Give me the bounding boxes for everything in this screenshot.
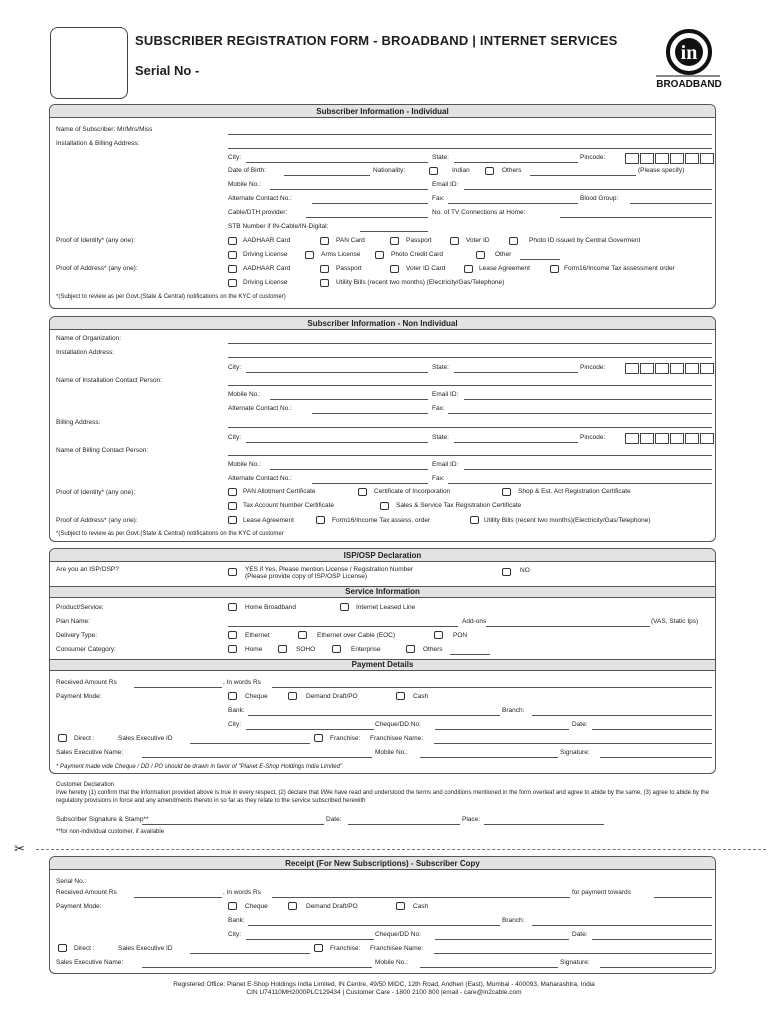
section-non-individual xyxy=(49,316,716,542)
field-fax[interactable] xyxy=(448,203,578,204)
field-billing-email[interactable] xyxy=(464,469,712,470)
form-title: SUBSCRIBER REGISTRATION FORM - BROADBAND | INTERNET SERVICES xyxy=(135,33,618,48)
option-poi: PAN Allotment Certificate xyxy=(243,488,316,495)
label-isp-no: NO xyxy=(520,567,530,574)
label-signature: Signature: xyxy=(560,959,590,966)
field-billing-mobile[interactable] xyxy=(270,469,428,470)
footer-address: Registered Office: Planet E-Shop Holdings India Limited, IN Centre, 49/50 MIDC, 12th Road, Andheri (East), Mumbai - 400093, Maharashtra, India xyxy=(173,981,595,988)
checkbox-poi[interactable] xyxy=(228,502,237,510)
label-isp-yes: YES if Yes, Please mention License / Registration Number xyxy=(245,566,414,573)
label-blood-group: Blood Group: xyxy=(580,195,619,202)
label-enterprise: Enterprise xyxy=(351,646,381,653)
pincode-digit[interactable] xyxy=(670,363,684,374)
pincode-digit[interactable] xyxy=(700,153,714,164)
field-receipt-date[interactable] xyxy=(592,939,712,940)
label-home-broadband: Home Broadband xyxy=(245,604,296,611)
kyc-note: *(Subject to review as per Govt.(State & Central) notifications on the KYC of customer) xyxy=(56,294,286,300)
label-city: City: xyxy=(228,931,241,938)
checkbox-leased-line[interactable] xyxy=(340,603,349,611)
photo-box[interactable] xyxy=(50,27,128,99)
field-tv-connections[interactable] xyxy=(560,217,712,218)
label-cheque-dd: Cheque/DD No: xyxy=(375,721,421,728)
label-branch: Branch: xyxy=(502,917,525,924)
pincode-digit[interactable] xyxy=(670,433,684,444)
checkbox-poi[interactable] xyxy=(228,237,237,245)
declaration-heading: Customer Declaration xyxy=(56,782,115,788)
checkbox-poi[interactable] xyxy=(228,251,237,259)
field-se-name[interactable] xyxy=(142,757,372,758)
label-date: Date: xyxy=(572,721,588,728)
label-payment-mode: Payment Mode: xyxy=(56,903,102,910)
field-email[interactable] xyxy=(464,189,712,190)
option-poa: Form16/Income Tax assess. order xyxy=(332,517,431,524)
label-demand-draft: Demand Draft/PO xyxy=(306,903,358,910)
label-pon: PON xyxy=(453,632,468,639)
checkbox-direct[interactable] xyxy=(58,944,67,952)
option-poi: Photo ID issued by Central Goverment xyxy=(529,237,641,244)
field-blood-group[interactable] xyxy=(630,203,712,204)
label-fax: Fax: xyxy=(432,475,445,482)
field-bank[interactable] xyxy=(248,715,500,716)
checkbox-poi[interactable] xyxy=(228,488,237,496)
pincode-digit[interactable] xyxy=(640,153,654,164)
label-signature: Signature: xyxy=(560,749,590,756)
label-received-amount: Received Amount Rs xyxy=(56,679,117,686)
field-addons[interactable] xyxy=(486,626,650,627)
option-poa: Lease Agreement xyxy=(479,265,530,272)
logo-subtext: BROADBAND xyxy=(656,79,722,90)
checkbox-franchise[interactable] xyxy=(314,944,323,952)
serial-number: Serial No - xyxy=(135,63,200,78)
checkbox-pon[interactable] xyxy=(434,631,443,639)
label-provider: Cable/DTH provider: xyxy=(228,209,288,216)
checkbox-cash[interactable] xyxy=(396,902,405,910)
field-billing-contact[interactable] xyxy=(228,455,712,456)
label-branch: Branch: xyxy=(502,707,525,714)
field-signature[interactable] xyxy=(600,967,712,968)
checkbox-poa[interactable] xyxy=(228,279,237,287)
label-delivery: Delivery Type: xyxy=(56,632,98,639)
pincode-digit[interactable] xyxy=(685,433,699,444)
field-stb[interactable] xyxy=(360,231,428,232)
field-subscriber-name[interactable] xyxy=(228,134,712,135)
label-tv-connections: No. of TV Connections at Home: xyxy=(432,209,526,216)
label-receipt-serial: Serial No.: xyxy=(56,878,87,885)
checkbox-isp-no[interactable] xyxy=(502,568,511,576)
label-email: Email ID: xyxy=(432,181,459,188)
checkbox-poa[interactable] xyxy=(320,279,329,287)
footer-contact: CIN U74110MH2000PLC129434 | Customer Care - 1800 2100 800 |email - care@in2cable.com xyxy=(246,989,522,996)
label-indian: Indian xyxy=(452,167,470,174)
label-city: City: xyxy=(228,364,241,371)
field-address-1[interactable] xyxy=(228,148,712,149)
option-poi: Shop & Est. Act Registration Certificate xyxy=(518,488,631,495)
option-poi: Voter ID xyxy=(466,237,490,244)
pincode-digit[interactable] xyxy=(670,153,684,164)
field-billing-address[interactable] xyxy=(228,427,712,428)
option-poa: Utility Bills (recent two months)(Electricity/Gas/Telephone) xyxy=(484,517,651,524)
label-organization: Name of Organization: xyxy=(56,335,122,342)
field-branch[interactable] xyxy=(532,925,712,926)
label-franchise: Franchise: xyxy=(330,945,361,952)
label-vas: (VAS, Static Ips) xyxy=(651,618,699,625)
checkbox-isp-yes[interactable] xyxy=(228,568,237,576)
label-proof-address: Proof of Address* (any one): xyxy=(56,265,138,272)
field-cheque-dd[interactable] xyxy=(435,729,569,730)
label-subscriber-signature: Subscriber Signature & Stamp** xyxy=(56,816,149,823)
label-pincode: Pincode: xyxy=(580,364,606,371)
label-se-id: Sales Executive ID xyxy=(118,945,173,952)
checkbox-soho[interactable] xyxy=(278,645,287,653)
kyc-note: *(Subject to review as per Govt.(State & Central) notifications on the KYC of customer xyxy=(56,531,284,537)
option-poi: Passport xyxy=(406,237,432,244)
field-franchisee-name[interactable] xyxy=(434,953,712,954)
field-city[interactable] xyxy=(246,372,428,373)
section-individual xyxy=(49,104,716,309)
label-franchise: Franchise: xyxy=(330,735,361,742)
label-alt-contact: Alternate Contact No.: xyxy=(228,195,292,202)
checkbox-home[interactable] xyxy=(228,645,237,653)
label-city: City: xyxy=(228,721,241,728)
label-state: State: xyxy=(432,364,449,371)
label-proof-identity: Proof of Identity* (any one): xyxy=(56,237,136,244)
checkbox-demand-draft[interactable] xyxy=(288,692,297,700)
checkbox-demand-draft[interactable] xyxy=(288,902,297,910)
field-organization[interactable] xyxy=(228,343,712,344)
section-title-non-individual: Subscriber Information - Non Individual xyxy=(50,317,715,330)
checkbox-cash[interactable] xyxy=(396,692,405,700)
checkbox-poa[interactable] xyxy=(228,265,237,273)
pincode-digit[interactable] xyxy=(700,433,714,444)
label-others: Others xyxy=(502,167,522,174)
checkbox-indian[interactable] xyxy=(429,167,438,175)
option-poa: Passport xyxy=(336,265,362,272)
label-billing-contact: Name of Billing Contact Person: xyxy=(56,447,149,454)
checkbox-enterprise[interactable] xyxy=(332,645,341,653)
section-receipt xyxy=(49,856,716,974)
pincode-digit[interactable] xyxy=(685,153,699,164)
field-se-id[interactable] xyxy=(190,743,310,744)
section-declarations xyxy=(49,548,716,774)
pincode-digit[interactable] xyxy=(640,363,654,374)
pincode-digit[interactable] xyxy=(640,433,654,444)
label-cash: Cash xyxy=(413,903,429,910)
field-amount-words[interactable] xyxy=(272,687,712,688)
option-poa: Driving License xyxy=(243,279,288,286)
label-plan: Plan Name: xyxy=(56,618,90,625)
section-title-service: Service Information xyxy=(50,586,715,598)
label-home: Home xyxy=(245,646,263,653)
label-email: Email ID: xyxy=(432,391,459,398)
checkbox-others[interactable] xyxy=(485,167,494,175)
scissors-icon: ✂ xyxy=(14,841,25,856)
label-mobile: Mobile No.: xyxy=(375,959,408,966)
label-decl-place: Place: xyxy=(462,816,481,823)
checkbox-poi[interactable] xyxy=(375,251,384,259)
checkbox-poi[interactable] xyxy=(390,237,399,245)
label-mobile: Mobile No.: xyxy=(228,461,261,468)
label-please-specify: (Please specify) xyxy=(638,167,685,174)
label-date: Date: xyxy=(572,931,588,938)
checkbox-franchise[interactable] xyxy=(314,734,323,742)
label-franchisee-name: Franchisee Name: xyxy=(370,945,424,952)
field-alt-contact[interactable] xyxy=(312,203,428,204)
field-bank[interactable] xyxy=(248,925,500,926)
option-poi: Photo Credit Card xyxy=(391,251,444,258)
label-se-name: Sales Executive Name: xyxy=(56,749,124,756)
declaration-text: I/we hereby (1) confirm that the information provided above is true in every respect, (2) declare that I/We have read and understood the terms and conditions mentioned in the form overleaf and agree to abide by the same, (3) agree to abide by the regulatory provisions in force and any amendments thereto in so far as they relate to the service subscribed herewith xyxy=(56,790,709,804)
label-ethernet: Ethernet xyxy=(245,632,270,639)
checkbox-home-broadband[interactable] xyxy=(228,603,237,611)
field-signature[interactable] xyxy=(600,757,712,758)
field-decl-place[interactable] xyxy=(484,824,604,825)
field-provider[interactable] xyxy=(306,217,428,218)
field-alt-contact[interactable] xyxy=(312,413,428,414)
label-pincode: Pincode: xyxy=(580,154,606,161)
label-others: Others xyxy=(423,646,443,653)
label-demand-draft: Demand Draft/PO xyxy=(306,693,358,700)
field-fax[interactable] xyxy=(448,413,712,414)
field-plan[interactable] xyxy=(228,626,458,627)
field-nationality-other[interactable] xyxy=(530,175,636,176)
checkbox-poi[interactable] xyxy=(320,237,329,245)
label-in-words: , In words Rs xyxy=(223,679,261,686)
field-cheque-dd[interactable] xyxy=(435,939,569,940)
field-franchisee-name[interactable] xyxy=(434,743,712,744)
checkbox-poa[interactable] xyxy=(464,265,473,273)
label-direct: Direct : xyxy=(74,735,95,742)
field-receipt-words[interactable] xyxy=(272,897,570,898)
checkbox-poa[interactable] xyxy=(316,516,325,524)
label-dob: Date of Birth: xyxy=(228,167,266,174)
section-title-payment: Payment Details xyxy=(50,659,715,671)
field-state[interactable] xyxy=(454,162,578,163)
option-poi: Tax Account Number Certificate xyxy=(243,502,335,509)
label-cheque: Cheque xyxy=(245,693,268,700)
pincode-digit[interactable] xyxy=(655,433,669,444)
field-branch[interactable] xyxy=(532,715,712,716)
field-receipt-amount[interactable] xyxy=(134,897,222,898)
checkbox-ethernet[interactable] xyxy=(228,631,237,639)
checkbox-poa[interactable] xyxy=(470,516,479,524)
option-poi: Other xyxy=(495,251,512,258)
label-subscriber-name: Name of Subscriber: Mr/Mrs/Miss xyxy=(56,126,153,133)
label-se-id: Sales Executive ID xyxy=(118,735,173,742)
label-payment-mode: Payment Mode: xyxy=(56,693,102,700)
field-installation-address[interactable] xyxy=(228,357,712,358)
pincode-digit[interactable] xyxy=(625,363,639,374)
label-address: Installation & Billing Address: xyxy=(56,140,140,147)
label-cheque: Cheque xyxy=(245,903,268,910)
label-city: City: xyxy=(228,434,241,441)
brand-logo xyxy=(652,26,722,92)
label-fax: Fax: xyxy=(432,405,445,412)
field-receipt-city[interactable] xyxy=(246,939,374,940)
field-poi-other[interactable] xyxy=(520,259,560,260)
label-soho: SOHO xyxy=(296,646,316,653)
option-poi: Sales & Service Tax Registration Certificate xyxy=(396,502,522,509)
label-in-words: , In words Rs xyxy=(223,889,261,896)
label-alt-contact: Alternate Contact No.: xyxy=(228,475,292,482)
label-isp-license-note: (Please provide copy of ISP/OSP License) xyxy=(245,573,367,580)
option-poa: AADHAAR Card xyxy=(243,265,291,272)
checkbox-eoc[interactable] xyxy=(298,631,307,639)
field-billing-city[interactable] xyxy=(246,442,428,443)
checkbox-poi[interactable] xyxy=(305,251,314,259)
field-billing-state[interactable] xyxy=(454,442,578,443)
label-cash: Cash xyxy=(413,693,429,700)
field-payment-date[interactable] xyxy=(592,729,712,730)
field-subscriber-signature[interactable] xyxy=(142,824,324,825)
field-installation-contact[interactable] xyxy=(228,385,712,386)
field-category-other[interactable] xyxy=(450,654,490,655)
pincode-digit[interactable] xyxy=(700,363,714,374)
option-poa: Form16/Income Tax assessment order xyxy=(564,265,675,272)
label-stb: STB Number if IN-Cable/IN-Digital: xyxy=(228,223,329,230)
label-state: State: xyxy=(432,154,449,161)
option-poi: Arms License xyxy=(321,251,361,258)
field-se-mobile[interactable] xyxy=(420,757,558,758)
label-product: Product/Service: xyxy=(56,604,104,611)
field-payment-towards[interactable] xyxy=(654,897,712,898)
payment-note: * Payment made vide Cheque / DD / PO should be drawn in favor of "Planet E-Shop Holdings India Limited" xyxy=(56,764,343,770)
section-title-individual: Subscriber Information - Individual xyxy=(50,105,715,118)
label-nationality: Nationality: xyxy=(373,167,406,174)
field-decl-date[interactable] xyxy=(348,824,460,825)
label-bank: Bank: xyxy=(228,917,245,924)
label-mobile: Mobile No.: xyxy=(375,749,408,756)
field-se-id[interactable] xyxy=(190,953,310,954)
field-billing-alt-contact[interactable] xyxy=(312,483,428,484)
field-payment-city[interactable] xyxy=(246,729,374,730)
field-city[interactable] xyxy=(246,162,428,163)
checkbox-poa[interactable] xyxy=(390,265,399,273)
checkbox-direct[interactable] xyxy=(58,734,67,742)
pincode-digit[interactable] xyxy=(685,363,699,374)
label-city: City: xyxy=(228,154,241,161)
label-addons: Add-ons xyxy=(462,618,487,625)
field-billing-fax[interactable] xyxy=(448,483,712,484)
label-installation-contact: Name of Installation Contact Person: xyxy=(56,377,162,384)
pincode-digit[interactable] xyxy=(655,153,669,164)
label-billing-address: Billing Address: xyxy=(56,419,101,426)
pincode-digit[interactable] xyxy=(655,363,669,374)
label-eoc: Ethernet over Cable (EOC) xyxy=(317,632,396,639)
field-dob[interactable] xyxy=(284,175,370,176)
option-poa: Utility Bills (recent two months) (Electricity/Gas/Telephone) xyxy=(336,279,505,286)
field-email[interactable] xyxy=(464,399,712,400)
label-bank: Bank: xyxy=(228,707,245,714)
label-state: State: xyxy=(432,434,449,441)
logo-text: in xyxy=(680,42,698,64)
field-se-mobile[interactable] xyxy=(420,967,558,968)
checkbox-poi[interactable] xyxy=(509,237,518,245)
option-poa: Lease Agreement xyxy=(243,517,294,524)
option-poa: Voter ID Card xyxy=(406,265,446,272)
option-poi: Certificate of Incorporation xyxy=(374,488,451,495)
checkbox-poi[interactable] xyxy=(450,237,459,245)
pincode-digit[interactable] xyxy=(625,433,639,444)
label-pincode: Pincode: xyxy=(580,434,606,441)
checkbox-poa[interactable] xyxy=(320,265,329,273)
checkbox-others[interactable] xyxy=(406,645,415,653)
label-payment-towards: for payment towards xyxy=(572,889,631,896)
label-cheque-dd: Cheque/DD No: xyxy=(375,931,421,938)
field-mobile[interactable] xyxy=(270,399,428,400)
checkbox-poi[interactable] xyxy=(476,251,485,259)
label-alt-contact: Alternate Contact No.: xyxy=(228,405,292,412)
label-fax: Fax: xyxy=(432,195,445,202)
pincode-digit[interactable] xyxy=(625,153,639,164)
field-mobile[interactable] xyxy=(270,189,428,190)
label-received-amount: Received Amount Rs xyxy=(56,889,117,896)
checkbox-poi[interactable] xyxy=(380,502,389,510)
option-poi: PAN Card xyxy=(336,237,365,244)
checkbox-poa[interactable] xyxy=(550,265,559,273)
option-poi: Driving License xyxy=(243,251,288,258)
label-direct: Direct : xyxy=(74,945,95,952)
section-title-receipt: Receipt (For New Subscriptions) - Subscriber Copy xyxy=(50,857,715,870)
cut-line xyxy=(36,849,766,850)
label-mobile: Mobile No.: xyxy=(228,181,261,188)
label-proof-address: Proof of Address* (any one): xyxy=(56,517,138,524)
declaration-note: **for non-individual customer, if available xyxy=(56,829,165,835)
checkbox-cheque[interactable] xyxy=(228,692,237,700)
label-isp-question: Are you an ISP/OSP? xyxy=(56,566,119,573)
field-state[interactable] xyxy=(454,372,578,373)
field-se-name[interactable] xyxy=(142,967,372,968)
label-installation-address: Installation Address: xyxy=(56,349,115,356)
field-received-amount[interactable] xyxy=(134,687,222,688)
label-email: Email ID: xyxy=(432,461,459,468)
label-decl-date: Date: xyxy=(326,816,342,823)
label-category: Consumer Category: xyxy=(56,646,116,653)
label-mobile: Mobile No.: xyxy=(228,391,261,398)
checkbox-cheque[interactable] xyxy=(228,902,237,910)
section-title-isp: ISP/OSP Declaration xyxy=(50,549,715,562)
checkbox-poi[interactable] xyxy=(358,488,367,496)
label-franchisee-name: Franchisee Name: xyxy=(370,735,424,742)
option-poi: AADHAAR Card xyxy=(243,237,291,244)
checkbox-poa[interactable] xyxy=(228,516,237,524)
label-proof-identity: Proof of Identity* (any one): xyxy=(56,489,136,496)
label-se-name: Sales Executive Name: xyxy=(56,959,124,966)
checkbox-poi[interactable] xyxy=(502,488,511,496)
label-leased-line: Internet Leased Line xyxy=(356,604,416,611)
